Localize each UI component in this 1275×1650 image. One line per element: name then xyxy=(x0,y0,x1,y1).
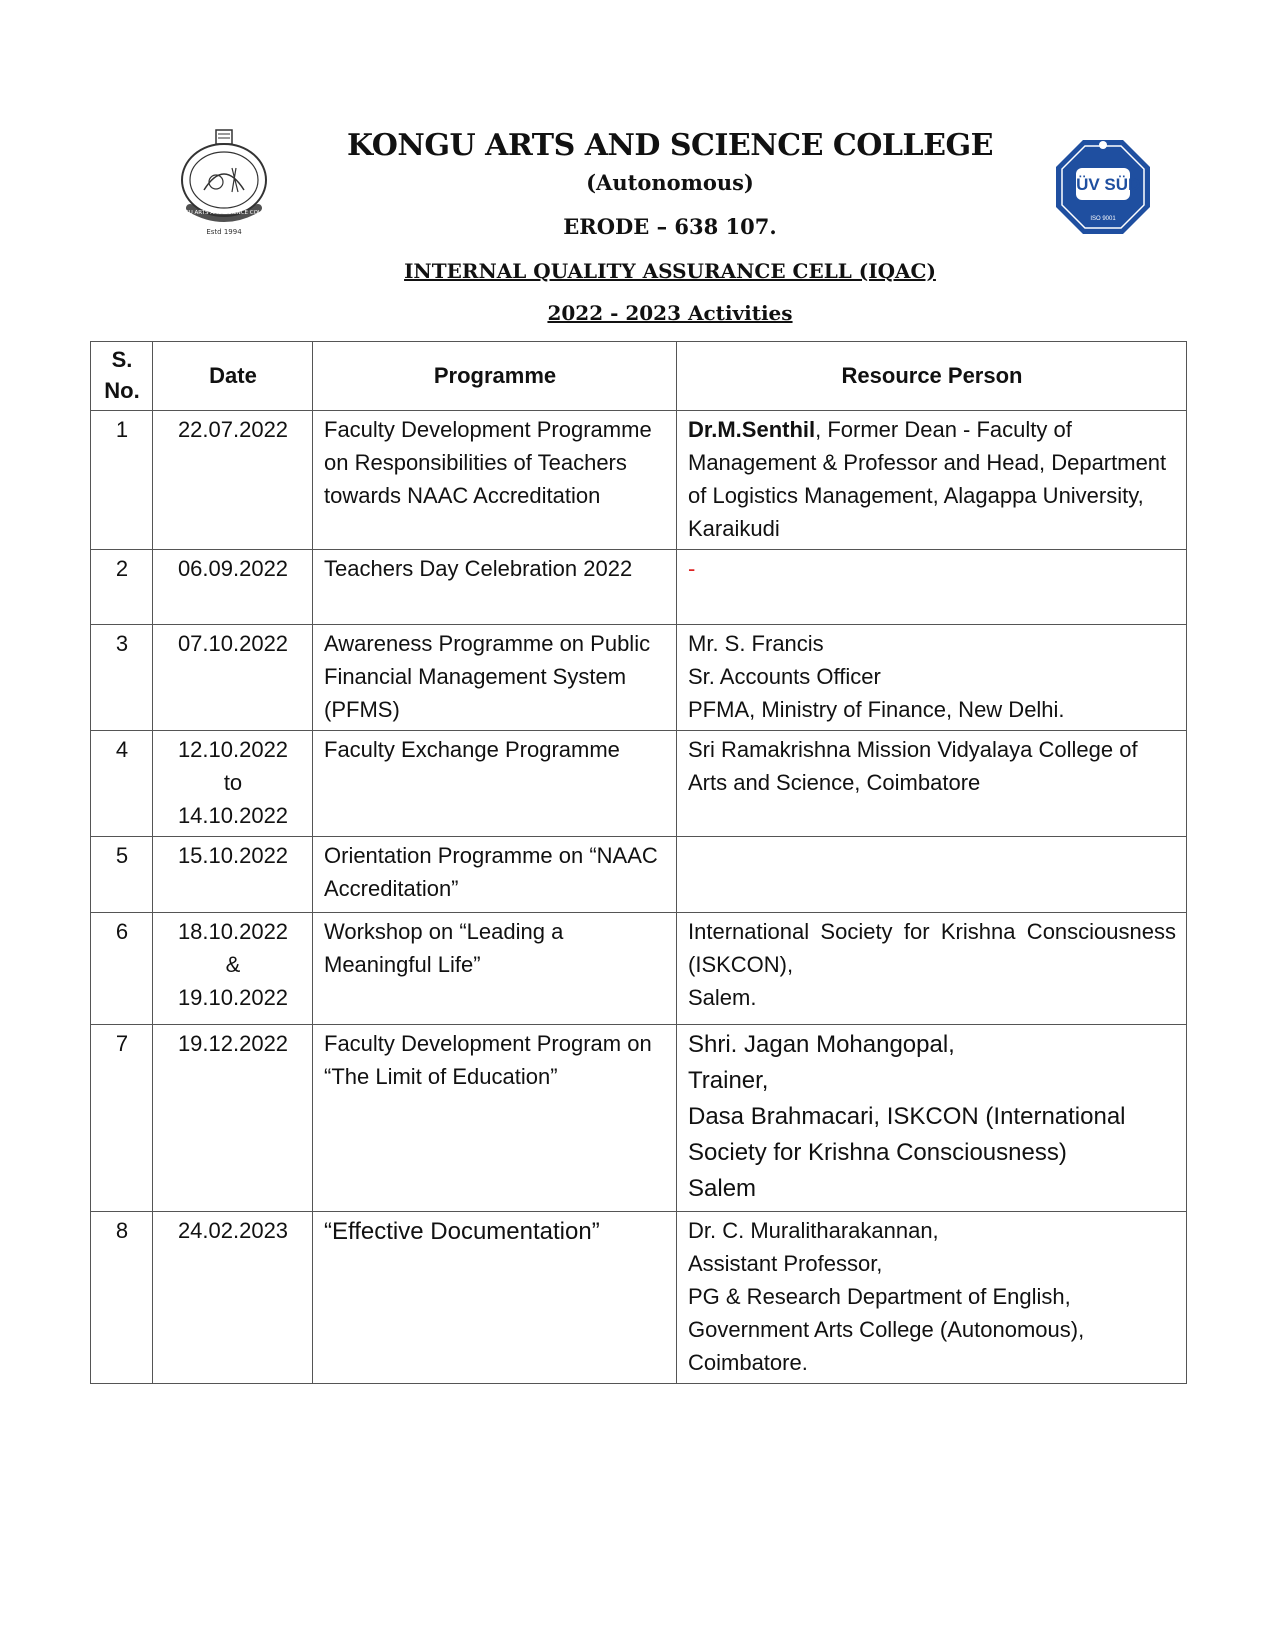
cell-date: 15.10.2022 xyxy=(153,837,313,913)
cell-sno: 4 xyxy=(91,731,153,837)
cell-sno: 7 xyxy=(91,1025,153,1212)
resource-person-line: Dr. C. Muralitharakannan, xyxy=(688,1218,939,1243)
table-row xyxy=(91,550,1187,625)
autonomous-label: (Autonomous) xyxy=(586,170,754,195)
table-row xyxy=(91,1212,1187,1384)
cell-resource-person xyxy=(677,837,1187,913)
tuv-logo-text: TÜV SÜD xyxy=(1065,175,1141,194)
cell-resource-person xyxy=(677,625,1187,731)
table-row xyxy=(91,1025,1187,1212)
cell-date: 06.09.2022 xyxy=(153,550,313,625)
document-header xyxy=(0,0,1275,340)
cell-sno: 6 xyxy=(91,913,153,1025)
date-line: to xyxy=(223,770,243,795)
cell-sno: 2 xyxy=(91,550,153,625)
cell-programme: Faculty Development Program on “The Limit of Education” xyxy=(313,1025,677,1212)
table-header-row xyxy=(91,342,1187,411)
cell-date: 24.02.2023 xyxy=(153,1212,313,1384)
resource-person-line: Salem xyxy=(688,1175,757,1202)
resource-person-line: Assistant Professor, xyxy=(688,1251,883,1276)
date-line: 12.10.2022 xyxy=(177,737,289,762)
header-sno: S. No. xyxy=(91,342,153,411)
cell-programme: Faculty Exchange Programme xyxy=(313,731,677,837)
resource-person-name: Dr.M.Senthil xyxy=(688,417,816,442)
cell-resource-person: Sri Ramakrishna Mission Vidyalaya College of Arts and Science, Coimbatore xyxy=(677,731,1187,837)
resource-person-line: Salem. xyxy=(688,985,757,1010)
tuv-sud-certification-logo xyxy=(1054,138,1152,236)
crest-estd-text: Estd 1994 xyxy=(206,228,242,236)
cell-date xyxy=(153,731,313,837)
table-row xyxy=(91,411,1187,550)
header-resource-person: Resource Person xyxy=(677,342,1187,411)
college-crest-logo xyxy=(172,128,276,240)
cell-date xyxy=(153,913,313,1025)
cell-programme: Teachers Day Celebration 2022 xyxy=(313,550,677,625)
resource-person-line: Coimbatore. xyxy=(688,1350,808,1375)
resource-person-line: Shri. Jagan Mohangopal, xyxy=(688,1031,955,1058)
resource-person-line: International Society for Krishna Consciousness (ISKCON), xyxy=(688,919,1176,977)
cell-date: 19.12.2022 xyxy=(153,1025,313,1212)
date-line: 19.10.2022 xyxy=(177,985,289,1010)
cell-date: 22.07.2022 xyxy=(153,411,313,550)
iqac-heading: INTERNAL QUALITY ASSURANCE CELL (IQAC) xyxy=(404,259,936,283)
resource-person-dash: - xyxy=(688,556,696,581)
crest-text: KONGU ARTS AND SCIENCE COLLEGE xyxy=(172,210,276,216)
table-row xyxy=(91,625,1187,731)
resource-person-line: PFMA, Ministry of Finance, New Delhi. xyxy=(688,697,1065,722)
resource-person-line: PG & Research Department of English, xyxy=(688,1284,1071,1309)
iso-text: ISO 9001 xyxy=(1090,216,1116,222)
cell-sno: 3 xyxy=(91,625,153,731)
cell-programme: Orientation Programme on “NAAC Accreditation” xyxy=(313,837,677,913)
resource-person-line: Dasa Brahmacari, ISKCON (International Society for Krishna Consciousness) xyxy=(688,1103,1126,1166)
table-row xyxy=(91,837,1187,913)
college-address: ERODE – 638 107. xyxy=(563,214,777,239)
cell-resource-person xyxy=(677,550,1187,625)
header-date: Date xyxy=(153,342,313,411)
cell-sno: 5 xyxy=(91,837,153,913)
resource-person-line: Mr. S. Francis xyxy=(688,631,824,656)
cell-sno: 8 xyxy=(91,1212,153,1384)
header-programme: Programme xyxy=(313,342,677,411)
table-row xyxy=(91,913,1187,1025)
cell-resource-person xyxy=(677,411,1187,550)
activities-table xyxy=(90,341,1187,1384)
table-row xyxy=(91,731,1187,837)
cell-programme: Faculty Development Programme on Responsibilities of Teachers towards NAAC Accreditation xyxy=(313,411,677,550)
resource-person-line: Trainer, xyxy=(688,1067,769,1094)
cell-programme: Awareness Programme on Public Financial Management System (PFMS) xyxy=(313,625,677,731)
cell-programme: “Effective Documentation” xyxy=(313,1212,677,1384)
date-line: 14.10.2022 xyxy=(177,803,289,828)
cell-date: 07.10.2022 xyxy=(153,625,313,731)
college-name: KONGU ARTS AND SCIENCE COLLEGE xyxy=(347,128,993,163)
activities-heading: 2022 - 2023 Activities xyxy=(547,301,793,325)
resource-person-details: , Former Dean - Faculty of Management & Professor and Head, Department of Logistics Management, Alagappa University, Karaikudi xyxy=(688,417,1167,541)
date-line: 18.10.2022 xyxy=(177,919,289,944)
resource-person-line: Government Arts College (Autonomous), xyxy=(688,1317,1085,1342)
cell-sno: 1 xyxy=(91,411,153,550)
cell-resource-person xyxy=(677,1025,1187,1212)
resource-person-line: Sr. Accounts Officer xyxy=(688,664,881,689)
cell-resource-person xyxy=(677,913,1187,1025)
date-line: & xyxy=(225,952,241,977)
cell-resource-person xyxy=(677,1212,1187,1384)
cell-programme: Workshop on “Leading a Meaningful Life” xyxy=(313,913,677,1025)
